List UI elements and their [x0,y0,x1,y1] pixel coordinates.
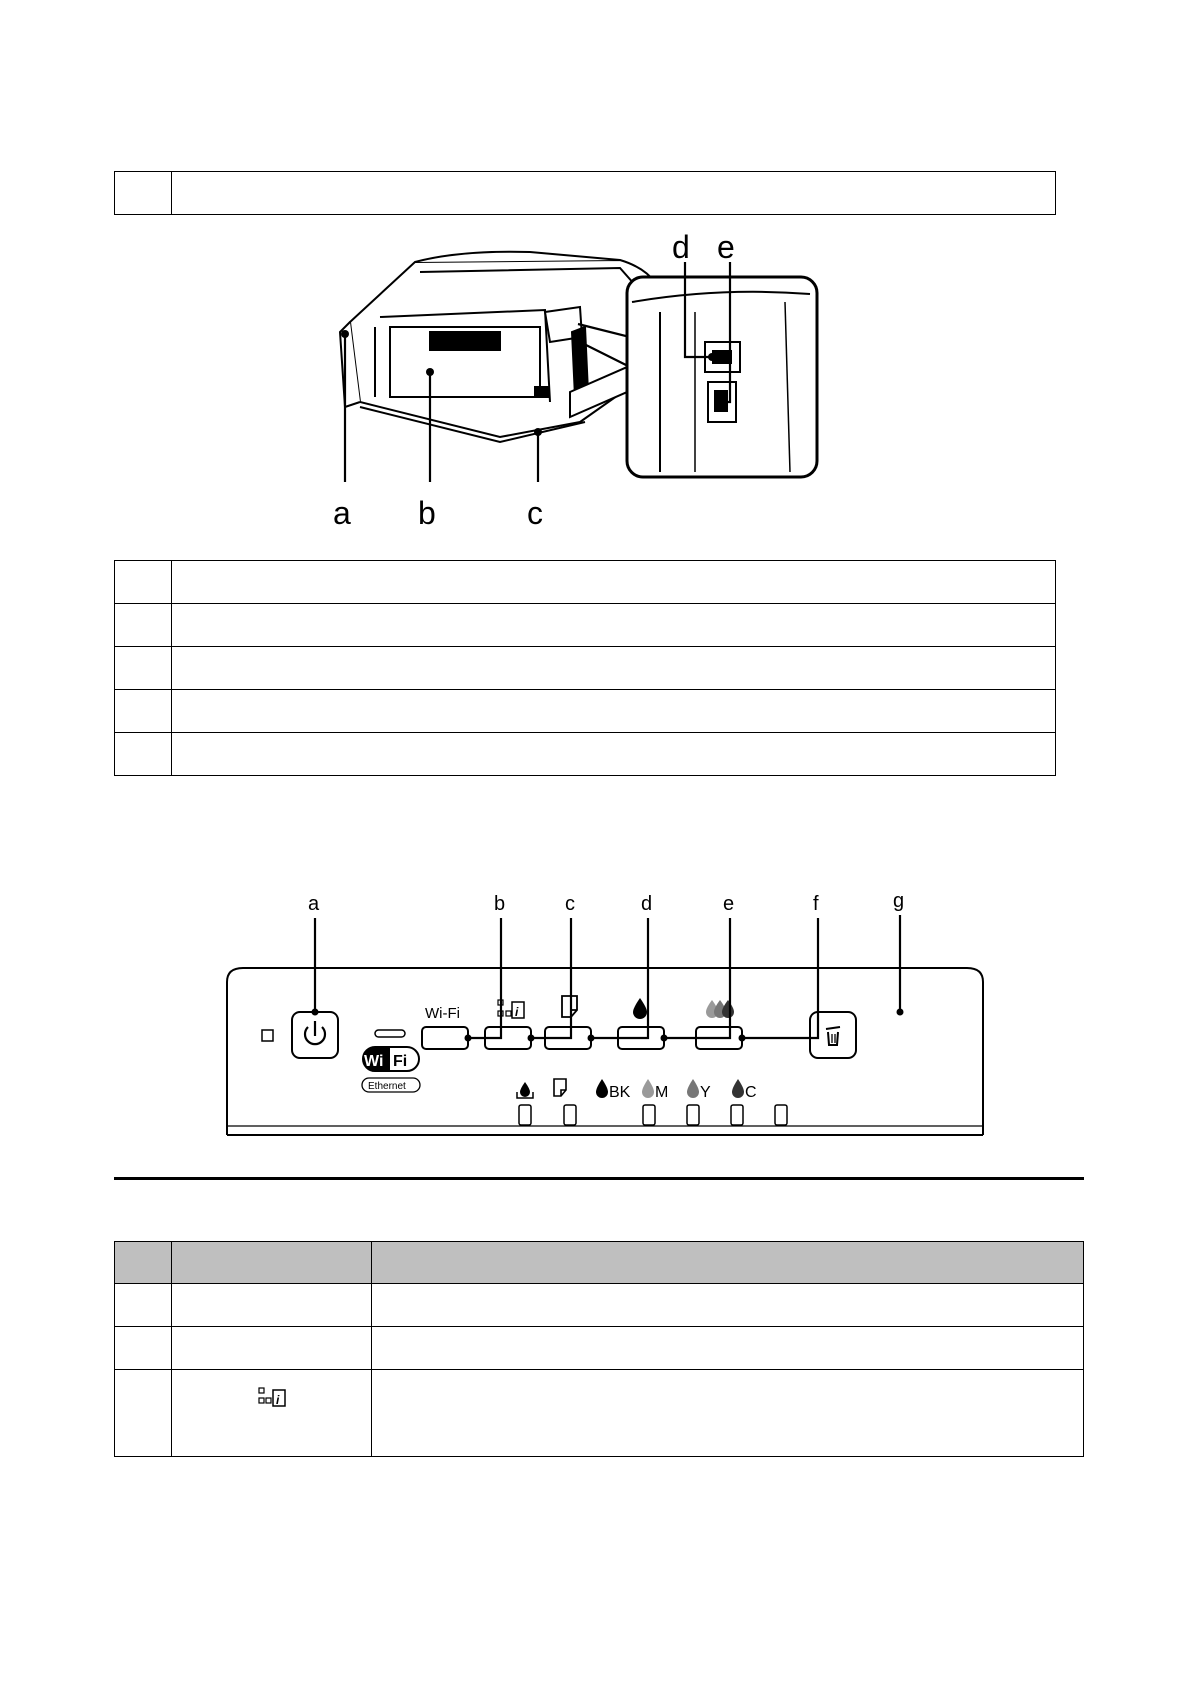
printer-body-drawing [340,252,665,442]
buttons-table [114,1241,1084,1457]
header-function-cell [372,1242,1084,1284]
row-button-cell [172,1284,372,1327]
panel-outline [227,968,983,1135]
ink-bk-label: BK [609,1084,631,1101]
paper-icon [562,996,577,1017]
table-row [115,604,1056,647]
row-number-cell [115,561,172,604]
panel-callout-f: f [813,893,819,915]
svg-text:i: i [276,1393,280,1407]
wifi-button-label: Wi-Fi [425,1005,460,1022]
rear-callout-a: a [333,495,351,531]
row-button-cell [172,1370,372,1457]
ink-c-lamp [775,1105,787,1125]
header-number-cell [115,1242,172,1284]
top-table-cell-description [172,172,1056,215]
top-table-cell-number [115,172,172,215]
table-row [115,561,1056,604]
ink-tray-lamp [519,1105,531,1125]
row-button-cell [172,1327,372,1370]
wifi-logo-right-text: Fi [393,1053,408,1070]
row-number-cell [115,1370,172,1457]
buttons-table-header [115,1242,1084,1284]
panel-callout-g: g [893,890,905,912]
ink-m-drop-icon [642,1079,654,1098]
network-info-icon [259,1388,285,1407]
rear-callout-d: d [672,232,690,265]
ink-bk-drop-icon [596,1079,608,1098]
rear-callout-c: c [527,495,543,531]
wifi-status-light [375,1030,405,1037]
rear-callout-e: e [717,232,735,265]
printer-rear-figure [320,232,880,532]
row-function-cell [372,1327,1084,1370]
ethernet-badge [362,1078,420,1092]
row-function-cell [372,1284,1084,1327]
table-row [115,647,1056,690]
table-row [115,1370,1084,1457]
row-number-cell [115,647,172,690]
ink-tray-icon [517,1082,533,1098]
header-button-cell [172,1242,372,1284]
ink-c-drop-icon [732,1079,744,1098]
ink-y-label: Y [700,1084,711,1101]
row-description-cell [172,690,1056,733]
wifi-logo [363,1047,419,1071]
row-number-cell [115,604,172,647]
ink-y-lamp [731,1105,743,1125]
ink-y-drop-icon [687,1079,699,1098]
row-description-cell [172,647,1056,690]
top-table [114,171,1056,215]
panel-callout-d: d [641,893,653,915]
ink-c-label: C [745,1084,757,1101]
power-button[interactable] [292,1012,338,1058]
section-divider [114,1177,1084,1180]
wifi-button[interactable] [422,1027,468,1049]
ink-bk-lamp [643,1105,655,1125]
paper-lamp [564,1105,576,1125]
svg-text:i: i [515,1005,519,1019]
table-row [115,1284,1084,1327]
row-description-cell [172,561,1056,604]
ink-drop-icon [633,998,647,1019]
panel-callout-a: a [308,893,320,915]
table-row [115,690,1056,733]
ink-m-label: M [655,1084,669,1101]
row-number-cell [115,733,172,776]
ethernet-badge-text: Ethernet [368,1081,406,1092]
row-description-cell [172,604,1056,647]
row-description-cell [172,733,1056,776]
paper-out-icon [554,1079,566,1096]
panel-callout-e: e [723,893,735,915]
rear-callout-b: b [418,495,436,531]
panel-callout-c: c [565,893,575,915]
table-row [115,733,1056,776]
table-row [115,1327,1084,1370]
power-led [262,1030,273,1041]
panel-callout-b: b [494,893,506,915]
ink-m-lamp [687,1105,699,1125]
parts-table [114,560,1056,776]
row-function-cell [372,1370,1084,1457]
row-number-cell [115,1284,172,1327]
wifi-logo-left-text: Wi [364,1053,384,1070]
row-number-cell [115,1327,172,1370]
control-panel-figure [215,890,995,1145]
row-number-cell [115,690,172,733]
